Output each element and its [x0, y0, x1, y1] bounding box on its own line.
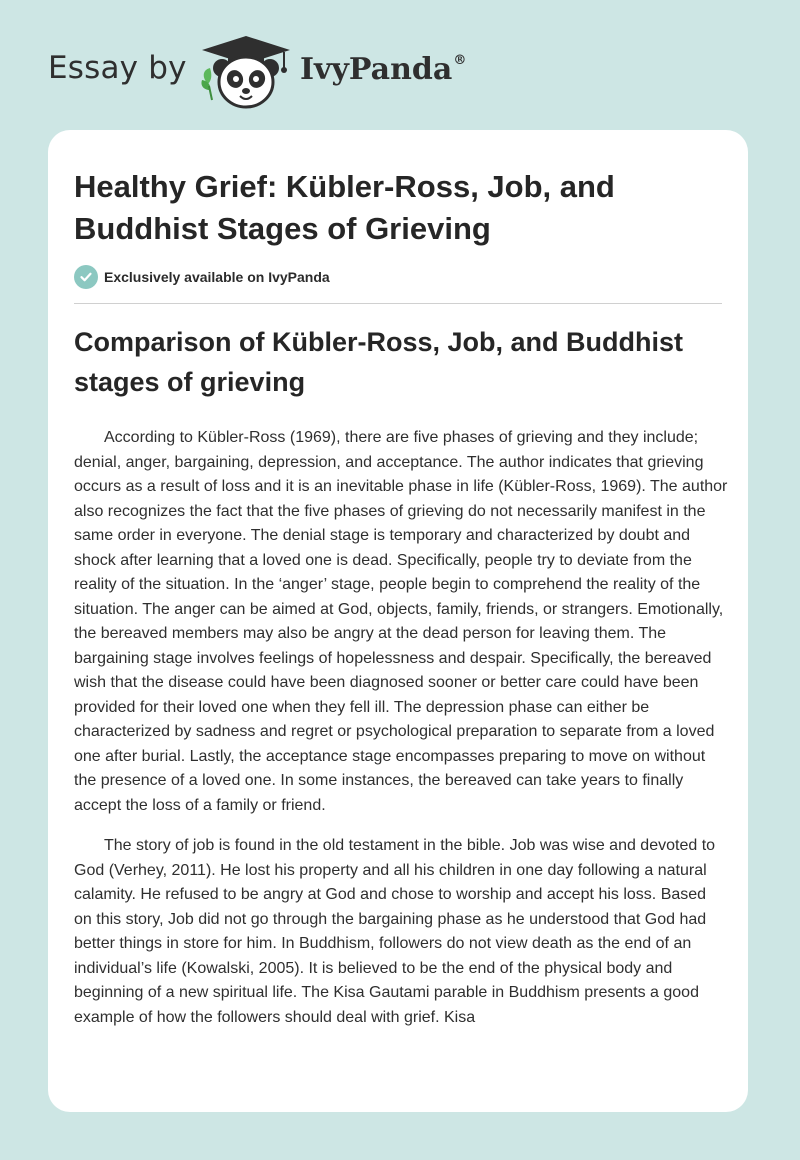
exclusive-badge	[74, 264, 330, 290]
exclusive-badge-label: Exclusively available on IvyPanda	[104, 269, 330, 285]
essay-title: Healthy Grief: Kübler-Ross, Job, and Buddhist Stages of Grieving	[74, 169, 615, 246]
brand-name[interactable]	[300, 52, 466, 87]
panda-graduate-logo-icon[interactable]	[198, 34, 294, 110]
brand-text: IvyPanda	[300, 52, 453, 87]
body-paragraph: According to Kübler-Ross (1969), there are five phases of grieving and they include; denial, anger, bargaining, depression, and acceptance. The author indicates that grieving occurs as a result of loss and it is an inevitable phase in life (Kübler-Ross, 1969). The author also recognizes the fact that the five phases of grieving do not necessarily manifest in the same order in everyone. The denial stage is temporary and characterized by doubt and shock after learning that a loved one is dead. Specifically, people try to deviate from the reality of the situation. In the ‘anger’ stage, people begin to comprehend the reality of the situation. The anger can be aimed at God, objects, family, friends, or strangers. Emotionally, the bereaved members may also be angry at the dead person for leaving them. The bargaining stage involves feelings of hopelessness and despair. Specifically, the bereaved wish that the disease could have been diagnosed sooner or better care could have been provided for their loved one when they fell ill. The depression phase can either be characterized by sadness and regret or psychological preparation to separate from a loved one after burial. Lastly, the acceptance stage encompasses preparing to move on without the presence of a loved one. In some instances, the bereaved can take years to finally accept the loss of a family or friend.	[74, 429, 728, 814]
essay-by-label: Essay by	[48, 50, 187, 86]
essay-body	[74, 426, 728, 1046]
registered-mark: ®	[453, 53, 467, 68]
essay-card	[48, 130, 748, 1112]
section-heading: Comparison of Kübler-Ross, Job, and Buddhist stages of grieving	[74, 327, 684, 397]
title-divider	[74, 303, 722, 304]
site-header	[0, 0, 800, 130]
checkmark-icon	[74, 265, 98, 289]
body-paragraph: The story of job is found in the old testament in the bible. Job was wise and devoted to God (Verhey, 2011). He lost his property and all his children in one day following a natural calamity. He refused to be angry at God and chose to worship and accept his loss. Based on this story, Job did not go through the bargaining phase as he understood that God had better things in store for him. In Buddhism, followers do not view death as the end of an individual’s life (Kowalski, 2005). It is believed to be the end of the physical body and beginning of a new spiritual life. The Kisa Gautami parable in Buddhism presents a good example of how the followers should deal with grief. Kisa	[74, 837, 716, 1026]
